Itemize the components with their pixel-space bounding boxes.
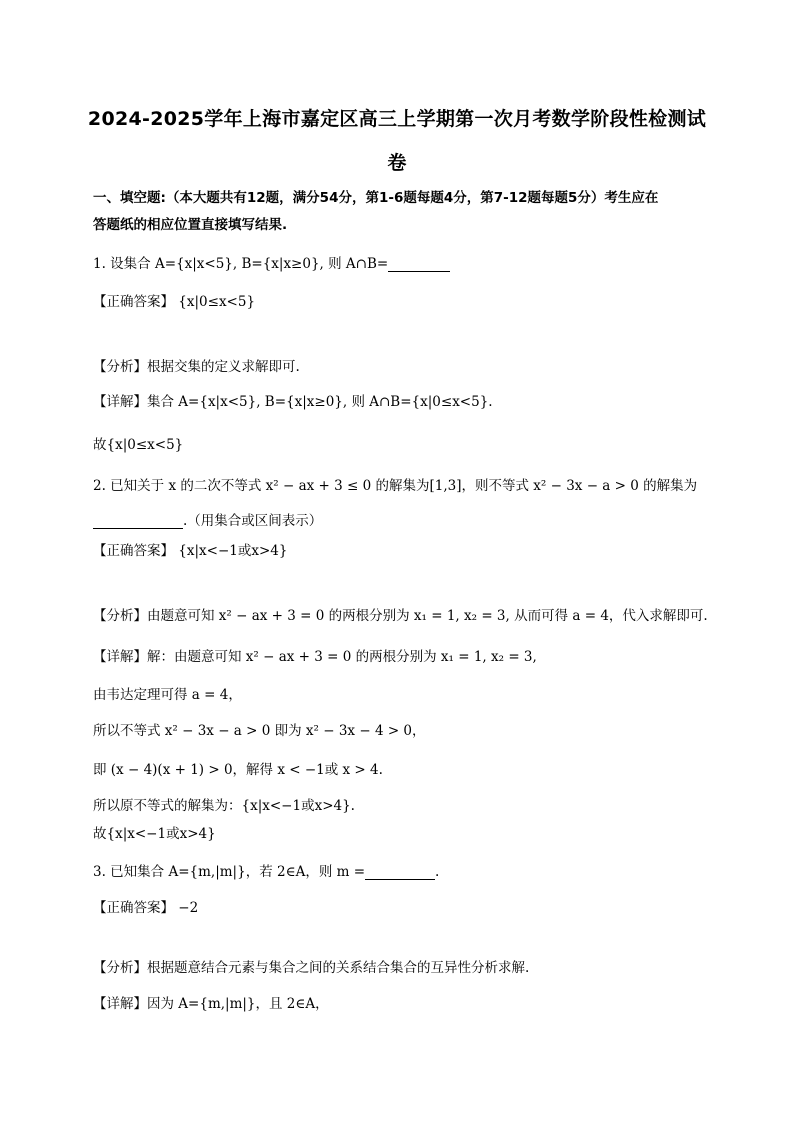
question-2-stem: 2. 已知关于 x 的二次不等式 x² − ax + 3 ≤ 0 的解集为[1,3]，则不等式 x² − 3x − a > 0 的解集为 [93,478,698,494]
question-2-analysis: 【分析】由题意可知 x² − ax + 3 = 0 的两根分别为 x₁ = 1, x₂ = 3, 从而可得 a = 4，代入求解即可. [93,608,708,624]
answer-blank [93,514,183,529]
document-title: 2024-2025学年上海市嘉定区高三上学期第一次月考数学阶段性检测试 [87,108,707,130]
question-3-detail: 【详解】因为 A={m,|m|}，且 2∈A， [93,996,329,1012]
question-2-answer: 【正确答案】 {x|x<−1或x>4} [93,543,288,559]
question-2-conclusion: 故{x|x<−1或x>4} [93,826,216,842]
question-3-text: 3. 已知集合 A={m,|m|}，若 2∈A，则 m = [93,864,366,880]
question-2-detail: 【详解】解：由题意可知 x² − ax + 3 = 0 的两根分别为 x₁ = 1, x₂ = 3, [93,649,537,665]
question-2-note: .（用集合或区间表示） [183,513,323,529]
question-1-answer: 【正确答案】 {x|0≤x<5} [93,294,256,310]
question-1-text: 1. 设集合 A={x|x<5}, B={x|x≥0}, 则 A∩B= [93,256,389,272]
question-3-answer: 【正确答案】 −2 [93,900,199,916]
question-2-step-3: 即 (x − 4)(x + 1) > 0，解得 x < −1或 x > 4. [93,762,383,778]
question-2-step-1: 由韦达定理可得 a = 4， [93,687,242,703]
question-1-detail: 【详解】集合 A={x|x<5}, B={x|x≥0}, 则 A∩B={x|0≤x<5}. [93,394,493,410]
question-2-stem-continued [93,509,322,529]
section-header-continued: 答题纸的相应位置直接填写结果. [93,217,288,233]
answer-blank [388,257,450,272]
question-1-stem [93,252,450,272]
question-1-conclusion: 故{x|0≤x<5} [93,437,184,453]
question-3-stem [93,860,439,880]
document-title-continued: 卷 [387,152,407,174]
section-header: 一、填空题:（本大题共有12题，满分54分，第1-6题每题4分，第7-12题每题5分）考生应在 [93,190,659,206]
question-1-analysis: 【分析】根据交集的定义求解即可. [93,359,300,375]
question-2-step-2: 所以不等式 x² − 3x − a > 0 即为 x² − 3x − 4 > 0， [93,723,426,739]
question-3-stem-end: . [435,864,440,880]
question-3-analysis: 【分析】根据题意结合元素与集合之间的关系结合集合的互异性分析求解. [93,960,530,976]
question-2-step-4: 所以原不等式的解集为：{x|x<−1或x>4}. [93,798,355,814]
answer-blank [365,865,435,880]
